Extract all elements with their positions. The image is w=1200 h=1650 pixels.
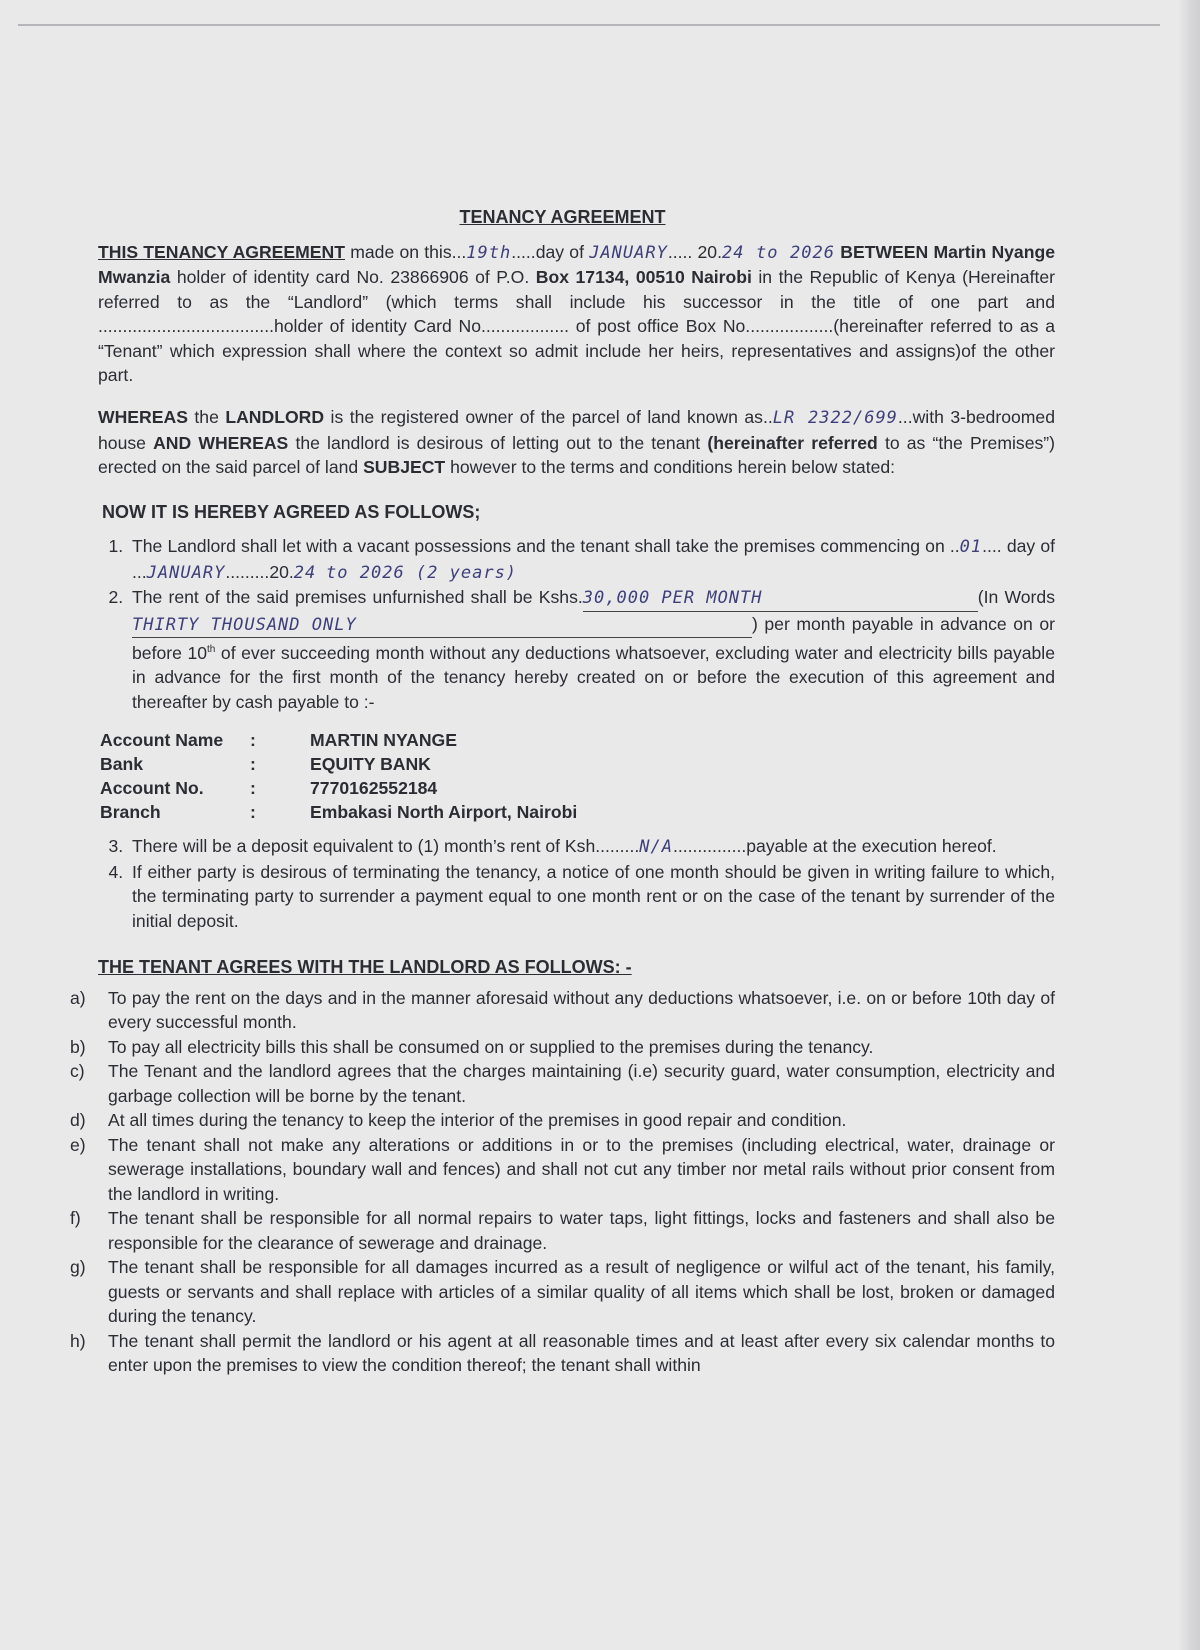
- document-title: TENANCY AGREEMENT: [459, 207, 666, 227]
- account-row: Account Name : MARTIN NYANGE: [100, 730, 457, 751]
- clause-4: 4. If either party is desirous of terminating the tenancy, a notice of one month should be given in writing failure to which, the terminating party to surrender a payment equal to one month rent or on the case of the tenant by surrender of the initial deposit.: [128, 860, 1055, 934]
- account-row: Account No. : 7770162552184: [100, 778, 438, 799]
- agreed-heading: NOW IT IS HEREBY AGREED AS FOLLOWS;: [102, 501, 481, 522]
- page-right-shadow: [1178, 0, 1200, 1650]
- clause-2: 2. The rent of the said premises unfurnished shall be Kshs.30,000 PER MONTH (In Words THIRTY THOUSAND ONLY ) per month payable in advance on or before 10th of ever succeeding month without any deductions whatsoever, excluding water and electricity bills payable in advance for the first month of the tenancy hereby created on or before the execution of this agreement and thereafter by cash payable to :-: [128, 585, 1055, 714]
- landlord-box: Box 17134, 00510 Nairobi: [535, 267, 752, 287]
- handwritten-month: JANUARY: [589, 242, 668, 263]
- clause-3: 3. There will be a deposit equivalent to (1) month’s rent of Ksh.........N/A...............payable at the execution hereof.: [128, 834, 1055, 860]
- numbered-clauses-continued: [70, 834, 1055, 933]
- handwritten-parcel: LR 2322/699: [772, 408, 898, 429]
- account-details: [100, 728, 577, 824]
- intro-paragraph: THIS TENANCY AGREEMENT made on this...19th.....day of JANUARY..... 20.24 to 2026 BETWEEN Martin Nyange Mwanzia holder of identity card No. 23866906 of P.O. Box 17134, 00510 Nairobi in the Republic of Kenya (Hereinafter referred to as the “Landlord” (which terms shall include his successor in the title of one part and ....................................holder of identity Card No.................. of post office Box No..................(hereinafter referred to as a “Tenant” which expression shall where the context so admit include her heirs, representatives and assigns)of the other part.: [98, 241, 1055, 385]
- tenancy-document: [70, 205, 1055, 1378]
- clause-1: 1. The Landlord shall let with a vacant possessions and the tenant shall take the premises commencing on ..01.... day of ...JANUARY.........20.24 to 2026 (2 years): [128, 534, 1055, 585]
- numbered-clauses: [70, 534, 1055, 714]
- tenant-clause: a) To pay the rent on the days and in the manner aforesaid without any deductions whatsoever, i.e. on or before 10th day of every successful month.: [70, 987, 1055, 1033]
- account-row: Branch : Embakasi North Airport, Nairobi: [100, 802, 578, 823]
- whereas-paragraph: WHEREAS the LANDLORD is the registered owner of the parcel of land known as..LR 2322/699...with 3-bedroomed house AND WHEREAS the landlord is desirous of letting out to the tenant (hereinafter referred to as “the Premises”) erected on the said parcel of land SUBJECT however to the terms and conditions herein below stated:: [98, 407, 1056, 478]
- intro-lead: THIS TENANCY AGREEMENT: [98, 241, 345, 262]
- tenant-clause: d) At all times during the tenancy to keep the interior of the premises in good repair and condition.: [70, 1110, 847, 1131]
- handwritten-year: 24 to 2026: [721, 242, 835, 263]
- page-top-edge: [18, 24, 1160, 26]
- tenant-clause: f) The tenant shall be responsible for all normal repairs to water taps, light fittings, locks and fasteners and shall also be responsible for the clearance of sewerage and drainage.: [70, 1208, 1055, 1253]
- handwritten-period: to 2026 (2 years): [326, 562, 518, 583]
- tenant-clauses: [70, 986, 1055, 1378]
- handwritten-rent-words: THIRTY THOUSAND ONLY: [132, 613, 752, 639]
- tenant-heading: THE TENANT AGREES WITH THE LANDLORD AS FOLLOWS: -: [98, 957, 632, 978]
- handwritten-deposit: N/A: [639, 837, 673, 858]
- handwritten-day: 19th: [466, 242, 512, 263]
- tenant-clause: g) The tenant shall be responsible for all damages incurred as a result of negligence or wilful act of the tenant, his family, guests or servants and shall replace with articles of a similar quality of all items which shall be lost, broken or damaged during the tenancy.: [70, 1257, 1055, 1327]
- tenant-clause: e) The tenant shall not make any alterations or additions in or to the premises (including electrical, water, drainage or sewerage installations, boundary wall and fences) and shall not cut any timber nor metal rails without prior consent from the landlord in writing.: [70, 1134, 1055, 1204]
- tenant-clause: c) The Tenant and the landlord agrees that the charges maintaining (i.e) security guard, water consumption, electricity and garbage collection will be borne by the tenant.: [70, 1061, 1055, 1106]
- tenant-clause: b) To pay all electricity bills this shall be consumed on or supplied to the premises during the tenancy.: [70, 1036, 874, 1057]
- account-row: Bank : EQUITY BANK: [100, 754, 431, 775]
- landlord-name: Martin Nyange Mwanzia: [98, 241, 1055, 287]
- handwritten-rent-amount: 30,000 PER MONTH: [583, 586, 978, 612]
- tenant-clause: h) The tenant shall permit the landlord or his agent at all reasonable times and at least after every six calendar months to enter upon the premises to view the condition thereof; the tenant shall within: [70, 1330, 1055, 1376]
- between-word: BETWEEN: [840, 241, 929, 262]
